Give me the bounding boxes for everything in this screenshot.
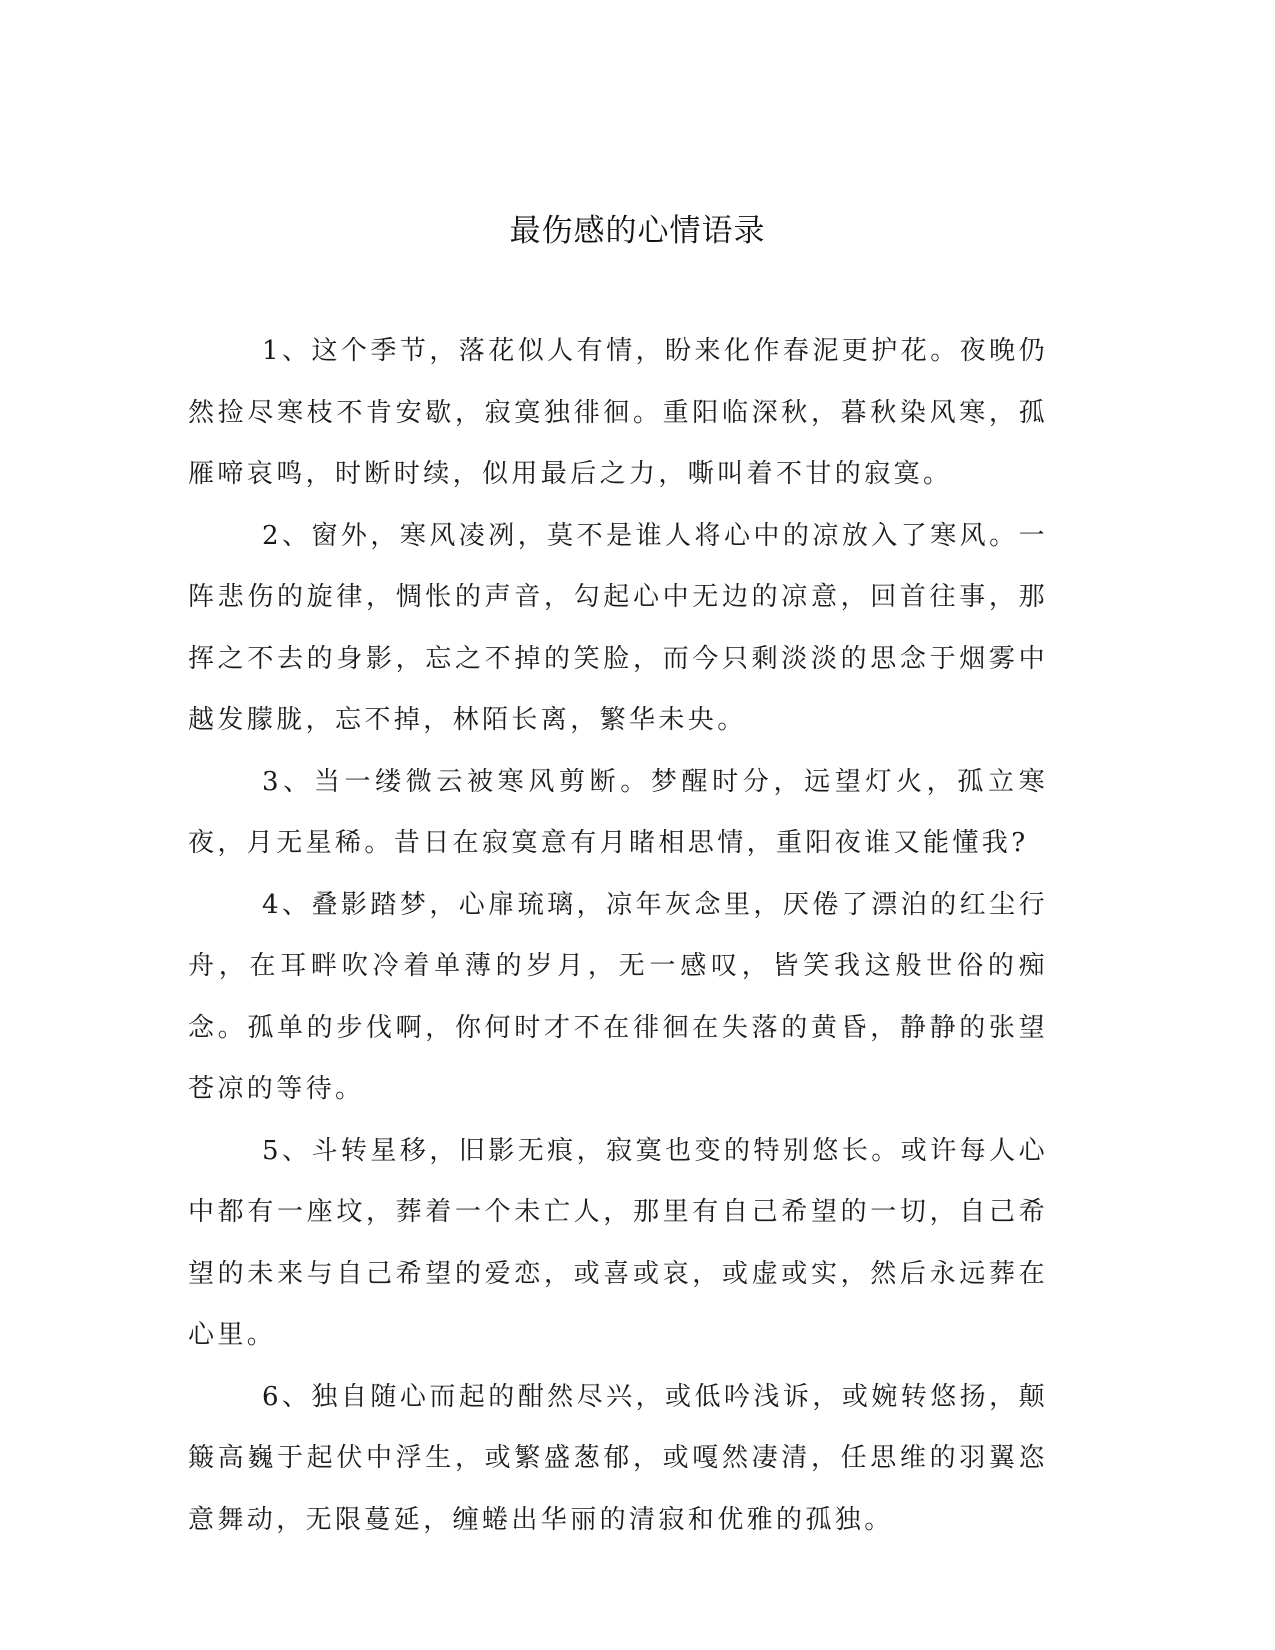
paragraph-4: 4、叠影踏梦，心扉琉璃，凉年灰念里，厌倦了漂泊的红尘行舟，在耳畔吹冷着单薄的岁月，无一感叹，皆笑我这般世俗的痴念。孤单的步伐啊，你何时才不在徘徊在失落的黄昏，静静的张望苍凉的等待。	[188, 889, 1048, 1104]
document-body	[188, 321, 1048, 1551]
paragraph-3: 3、当一缕微云被寒风剪断。梦醒时分，远望灯火，孤立寒夜，月无星稀。昔日在寂寞意有月睹相思情，重阳夜谁又能懂我?	[188, 766, 1048, 858]
paragraph-5: 5、斗转星移，旧影无痕，寂寞也变的特别悠长。或许每人心中都有一座坟，葬着一个未亡人，那里有自己希望的一切，自己希望的未来与自己希望的爱恋，或喜或哀，或虚或实，然后永远葬在心里。	[188, 1135, 1048, 1350]
document-title: 最伤感的心情语录	[509, 213, 766, 249]
paragraph-6: 6、独自随心而起的酣然尽兴，或低吟浅诉，或婉转悠扬，颠簸高巍于起伏中浮生，或繁盛葱郁，或嘎然凄清，任思维的羽翼恣意舞动，无限蔓延，缠蜷出华丽的清寂和优雅的孤独。	[188, 1381, 1048, 1535]
paragraph-2: 2、窗外，寒风凌冽，莫不是谁人将心中的凉放入了寒风。一阵悲伤的旋律，惆怅的声音，勾起心中无边的凉意，回首往事，那挥之不去的身影，忘之不掉的笑脸，而今只剩淡淡的思念于烟雾中越发朦胧，忘不掉，林陌长离，繁华未央。	[188, 520, 1048, 735]
paragraph-1: 1、这个季节，落花似人有情，盼来化作春泥更护花。夜晚仍然捡尽寒枝不肯安歇，寂寞独徘徊。重阳临深秋，暮秋染风寒，孤雁啼哀鸣，时断时续，似用最后之力，嘶叫着不甘的寂寞。	[188, 336, 1048, 489]
